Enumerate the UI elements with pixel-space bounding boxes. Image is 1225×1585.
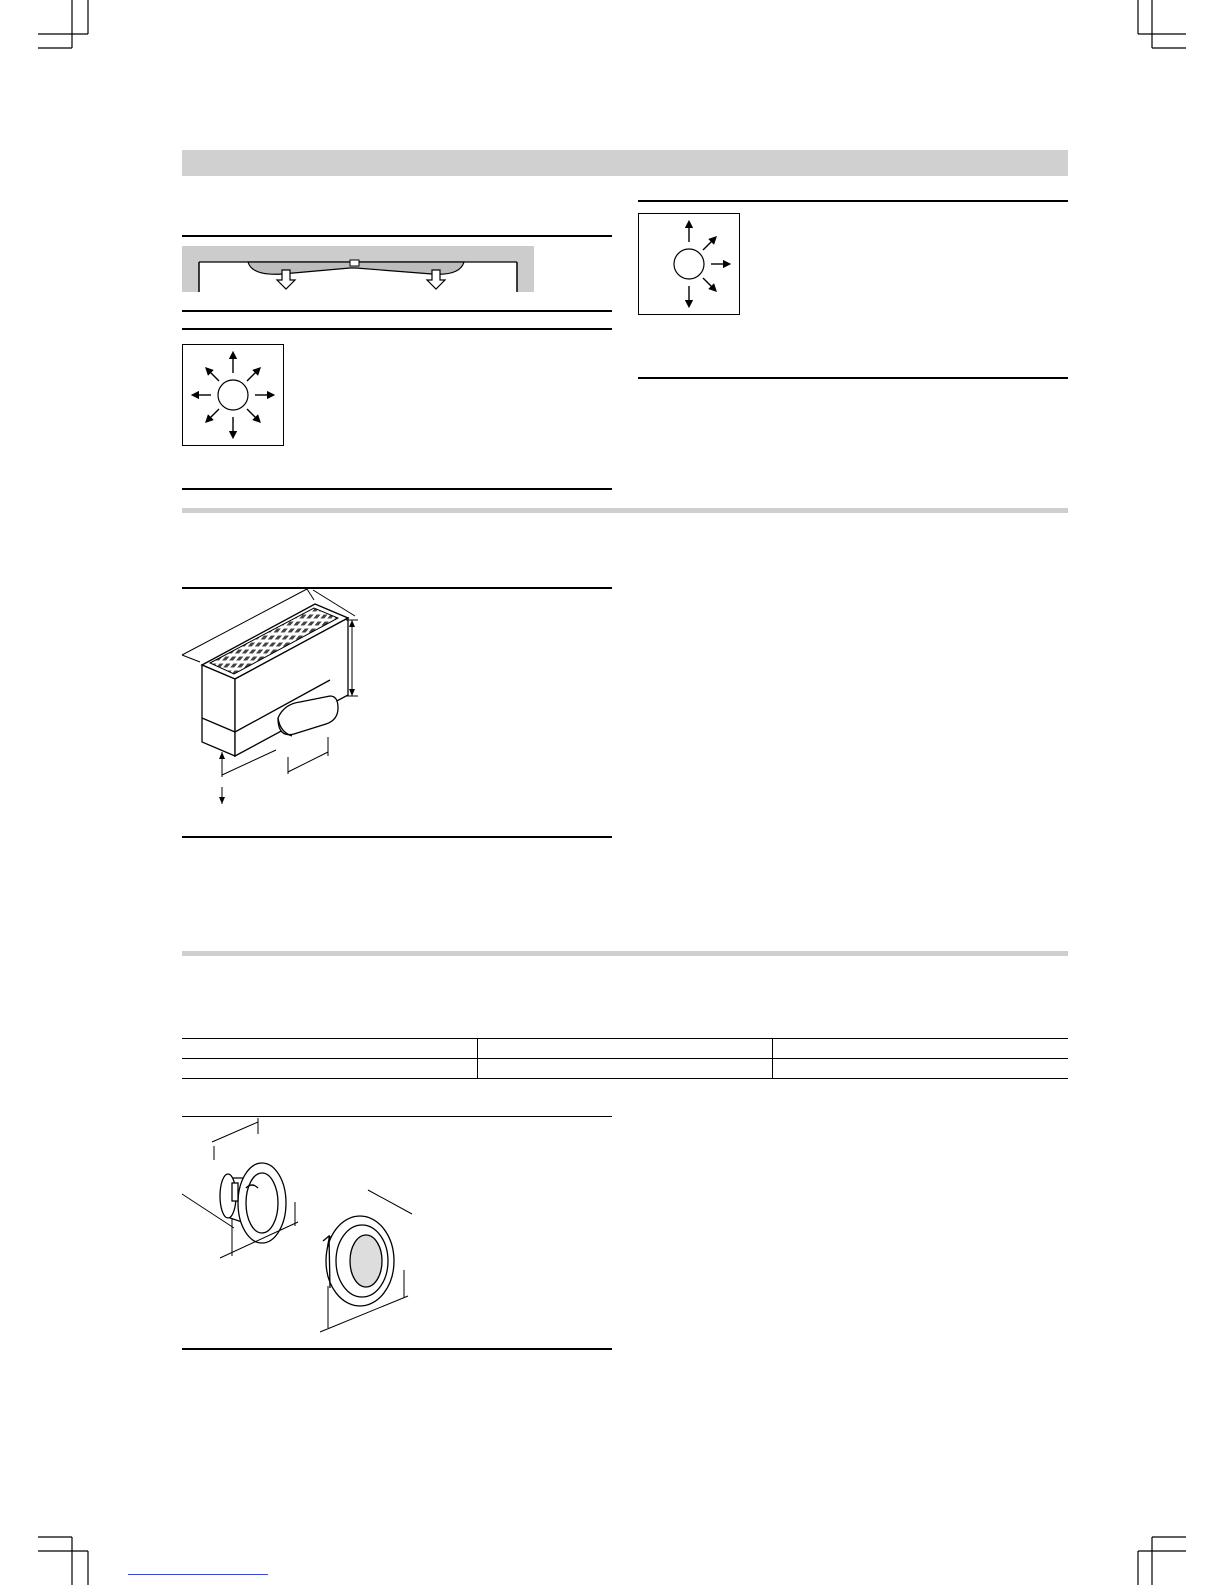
- rule: [638, 377, 1068, 379]
- rule: [182, 235, 612, 237]
- eight-direction-airflow-arrows: [183, 345, 283, 445]
- rule: [182, 1116, 612, 1117]
- round-duct-adapter-icon: [180, 1118, 440, 1343]
- rule: [182, 310, 612, 312]
- spec-table: [182, 1038, 1068, 1079]
- rule: [182, 1348, 612, 1350]
- rule: [182, 587, 612, 589]
- section-header-bar: [182, 150, 1068, 176]
- rule: [182, 328, 612, 330]
- rule: [638, 200, 1068, 202]
- table-header-row: [182, 1038, 1068, 1058]
- rule: [182, 836, 612, 838]
- section-divider: [182, 951, 1068, 956]
- grille-unit-isometric-icon: [180, 592, 380, 822]
- table-row: [182, 1058, 1068, 1079]
- five-direction-airflow-arrows: [639, 214, 739, 314]
- link-underline: [128, 1574, 268, 1575]
- section-divider: [182, 508, 1068, 513]
- ceiling-airflow-diagram-icon: [182, 246, 542, 296]
- rule: [182, 488, 612, 490]
